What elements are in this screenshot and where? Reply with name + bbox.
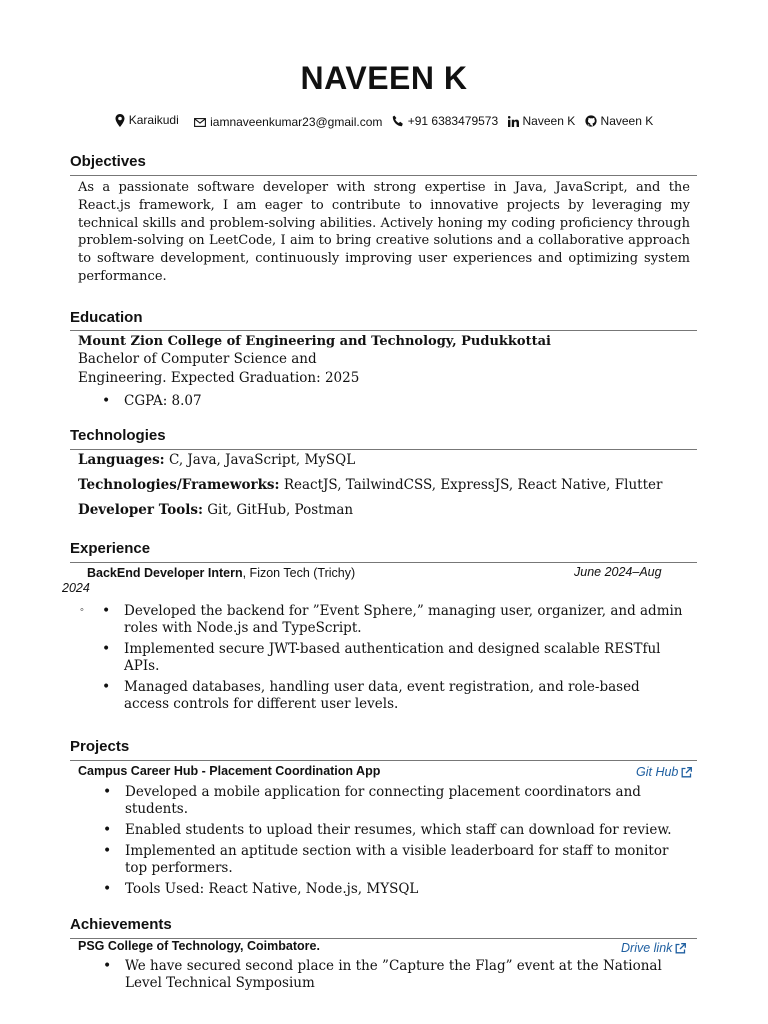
phone-icon	[392, 115, 404, 127]
experience-divider	[70, 562, 697, 563]
list-item: • Developed a mobile application for connecting placement coordinators and students.	[103, 784, 641, 817]
education-bullets	[102, 393, 684, 414]
education-divider	[70, 330, 697, 331]
linkedin-text: Naveen K	[522, 114, 576, 128]
experience-bullets	[102, 603, 684, 717]
github-link-label: Git Hub	[636, 765, 679, 779]
tech-row-frameworks	[78, 477, 662, 493]
experience-role-line	[87, 566, 355, 580]
list-item: • We have secured second place in the ”Capture the Flag” event at the National Level Technical Symposium	[103, 958, 662, 991]
projects-heading: Projects	[70, 738, 130, 755]
tech-row-languages	[78, 452, 355, 468]
list-item: • Implemented secure JWT-based authentication and designed scalable RESTful APIs.	[102, 641, 661, 674]
external-link-icon	[681, 767, 692, 778]
technologies-divider	[70, 449, 697, 450]
contact-bar	[0, 113, 768, 130]
contact-github[interactable]	[585, 114, 654, 128]
contact-email[interactable]	[194, 115, 382, 129]
job-company: , Fizon Tech (Trichy)	[242, 566, 356, 580]
list-item: • Managed databases, handling user data, event registration, and role-based access controls for different user levels.	[102, 679, 640, 712]
list-item: • Developed the backend for ”Event Sphere,” managing user, organizer, and admin roles with Node.js and TypeScript.	[102, 603, 683, 636]
achievement-bullets	[103, 958, 685, 996]
contact-location	[115, 113, 179, 127]
drive-link-label: Drive link	[621, 941, 673, 955]
project-name: Campus Career Hub - Placement Coordination App	[78, 764, 381, 778]
objectives-divider	[70, 175, 697, 176]
tech-label: Developer Tools:	[78, 502, 203, 518]
location-text: Karaikudi	[128, 113, 179, 127]
objectives-heading: Objectives	[70, 153, 146, 170]
degree-line-2: Engineering. Expected Graduation: 2025	[78, 370, 360, 386]
contact-linkedin[interactable]	[508, 114, 576, 128]
map-pin-icon	[115, 114, 125, 127]
tech-label: Technologies/Frameworks:	[78, 477, 280, 493]
tech-row-tools	[78, 502, 353, 518]
list-item: • Enabled students to upload their resumes, which staff can download for review.	[103, 822, 672, 838]
job-role: BackEnd Developer Intern	[87, 566, 243, 580]
college-name: Mount Zion College of Engineering and Technology, Pudukkottai	[78, 334, 551, 349]
education-heading: Education	[70, 309, 143, 326]
objectives-text: As a passionate software developer with strong expertise in Java, JavaScript, and the React.js framework, I am eager to contribute to innovative projects by leveraging my technical skills and problem-solving abilities. Actively honing my coding proficiency through problem-solving on LeetCode, I aim to bring creative solutions and a collaborative approach to software development, continuously improving user experiences and optimizing system performance.	[78, 180, 690, 284]
tech-value: C, Java, JavaScript, MySQL	[168, 452, 356, 468]
list-item: • CGPA: 8.07	[102, 393, 202, 409]
tech-value: ReactJS, TailwindCSS, ExpressJS, React Native, Flutter	[283, 477, 663, 493]
experience-heading: Experience	[70, 540, 151, 557]
tech-label: Languages:	[78, 452, 165, 468]
nested-bullet-icon: ◦	[80, 604, 84, 616]
list-item: • Implemented an aptitude section with a visible leaderboard for staff to monitor top performers.	[103, 843, 669, 876]
email-text: iamnaveenkumar23@gmail.com	[210, 115, 383, 129]
external-link-icon	[675, 943, 686, 954]
job-dates: June 2024–Aug	[574, 565, 662, 579]
achievement-name: PSG College of Technology, Coimbatore.	[78, 939, 320, 953]
github-text: Naveen K	[600, 113, 654, 128]
phone-text: +91 6383479573	[407, 113, 499, 128]
linkedin-icon	[508, 116, 519, 127]
list-item: • Tools Used: React Native, Node.js, MYSQL	[103, 881, 419, 897]
tech-value: Git, GitHub, Postman	[207, 502, 354, 518]
drive-link[interactable]	[621, 941, 686, 955]
technologies-heading: Technologies	[70, 427, 166, 444]
envelope-icon	[194, 118, 206, 127]
contact-phone[interactable]	[392, 114, 498, 128]
github-icon	[585, 115, 597, 127]
degree-line-1: Bachelor of Computer Science and	[78, 351, 317, 367]
projects-divider	[70, 760, 697, 761]
candidate-name: NAVEEN K	[300, 60, 468, 96]
github-link[interactable]	[636, 765, 692, 779]
project-bullets	[103, 784, 685, 902]
achievements-heading: Achievements	[70, 916, 172, 933]
job-dates-year: 2024	[62, 581, 90, 595]
